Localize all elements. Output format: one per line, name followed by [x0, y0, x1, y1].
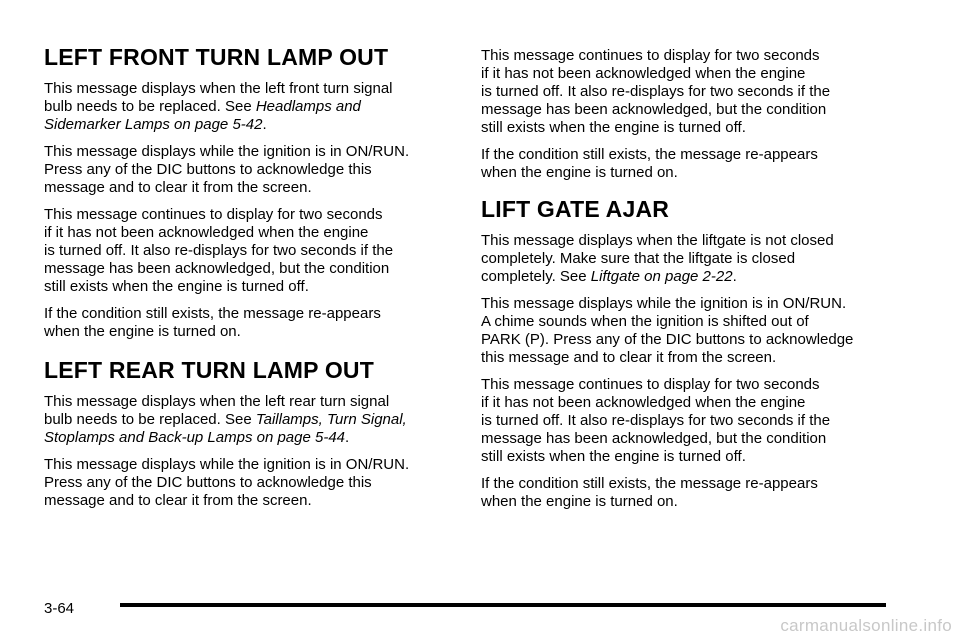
text-line: is turned off. It also re-displays for two seconds if the	[481, 83, 831, 100]
text-line: message and to clear it from the screen.	[44, 492, 312, 509]
text-line: bulb needs to be replaced. See	[44, 411, 256, 428]
paragraph	[44, 206, 454, 296]
section-left-front-turn-lamp	[44, 44, 454, 341]
text-line: Press any of the DIC buttons to acknowledge this	[44, 474, 372, 491]
paragraph	[44, 393, 454, 447]
text-line: completely. Make sure that the liftgate is closed	[481, 250, 796, 267]
text-line: This message displays when the liftgate is not closed	[481, 232, 834, 249]
text-line: if it has not been acknowledged when the engine	[481, 65, 806, 82]
text-line: If the condition still exists, the message re-appears	[481, 475, 818, 492]
cross-reference-link[interactable]: Stoplamps and Back-up Lamps on page 5-44	[44, 429, 346, 446]
punctuation: .	[262, 116, 267, 133]
cross-reference-link[interactable]: Headlamps and	[255, 98, 361, 115]
text-line: PARK (P). Press any of the DIC buttons to acknowledge	[481, 331, 854, 348]
text-line: This message displays when the left rear turn signal	[44, 393, 390, 410]
heading-left-front-turn-lamp-out: LEFT FRONT TURN LAMP OUT	[44, 44, 389, 70]
text-line: when the engine is turned on.	[481, 493, 678, 510]
heading-left-rear-turn-lamp-out: LEFT REAR TURN LAMP OUT	[44, 357, 374, 383]
paragraph	[44, 143, 454, 197]
text-line: is turned off. It also re-displays for two seconds if the	[481, 412, 831, 429]
paragraph	[44, 305, 454, 341]
section-lift-gate-ajar	[481, 196, 911, 511]
text-line: message has been acknowledged, but the condition	[481, 430, 827, 447]
text-line: This message displays while the ignition is in ON/RUN.	[44, 143, 410, 160]
paragraph	[481, 376, 911, 466]
text-line: message has been acknowledged, but the condition	[481, 101, 827, 118]
text-line: This message displays while the ignition is in ON/RUN.	[481, 295, 847, 312]
text-line: still exists when the engine is turned off.	[481, 448, 746, 465]
text-line: when the engine is turned on.	[481, 164, 678, 181]
text-line: completely. See	[481, 268, 591, 285]
text-line: message and to clear it from the screen.	[44, 179, 312, 196]
text-line: when the engine is turned on.	[44, 323, 241, 340]
text-line: is turned off. It also re-displays for two seconds if the	[44, 242, 394, 259]
text-line: This message displays when the left front turn signal	[44, 80, 393, 97]
text-line: message has been acknowledged, but the condition	[44, 260, 390, 277]
text-line: if it has not been acknowledged when the engine	[44, 224, 369, 241]
text-line: This message continues to display for two seconds	[481, 47, 820, 64]
text-line: This message continues to display for two seconds	[481, 376, 820, 393]
paragraph	[481, 232, 911, 286]
page-number: 3-64	[44, 600, 75, 617]
footer-rule	[120, 603, 886, 607]
cross-reference-link[interactable]: Taillamps, Turn Signal,	[255, 411, 407, 428]
text-line: this message and to clear it from the screen.	[481, 349, 777, 366]
text-line: if it has not been acknowledged when the engine	[481, 394, 806, 411]
punctuation: .	[732, 268, 737, 285]
text-line: If the condition still exists, the message re-appears	[481, 146, 818, 163]
text-line: This message displays while the ignition is in ON/RUN.	[44, 456, 410, 473]
text-line: A chime sounds when the ignition is shifted out of	[481, 313, 809, 330]
paragraph	[481, 295, 911, 367]
paragraph	[44, 80, 454, 134]
cross-reference-link[interactable]: Liftgate on page 2-22	[590, 268, 733, 285]
right-column	[481, 47, 911, 520]
paragraph	[481, 475, 911, 511]
punctuation: .	[345, 429, 350, 446]
text-line: Press any of the DIC buttons to acknowledge this	[44, 161, 372, 178]
text-line: If the condition still exists, the message re-appears	[44, 305, 381, 322]
paragraph	[44, 456, 454, 510]
cross-reference-link[interactable]: Sidemarker Lamps on page 5-42	[44, 116, 263, 133]
text-line: still exists when the engine is turned off.	[44, 278, 309, 295]
paragraph	[481, 47, 911, 137]
watermark: carmanualsonline.info	[780, 616, 952, 635]
text-line: This message continues to display for two seconds	[44, 206, 383, 223]
text-line: bulb needs to be replaced. See	[44, 98, 256, 115]
text-line: still exists when the engine is turned off.	[481, 119, 746, 136]
paragraph	[481, 146, 911, 182]
heading-lift-gate-ajar: LIFT GATE AJAR	[481, 196, 670, 222]
section-left-rear-turn-lamp	[44, 357, 454, 510]
left-column	[44, 44, 454, 519]
